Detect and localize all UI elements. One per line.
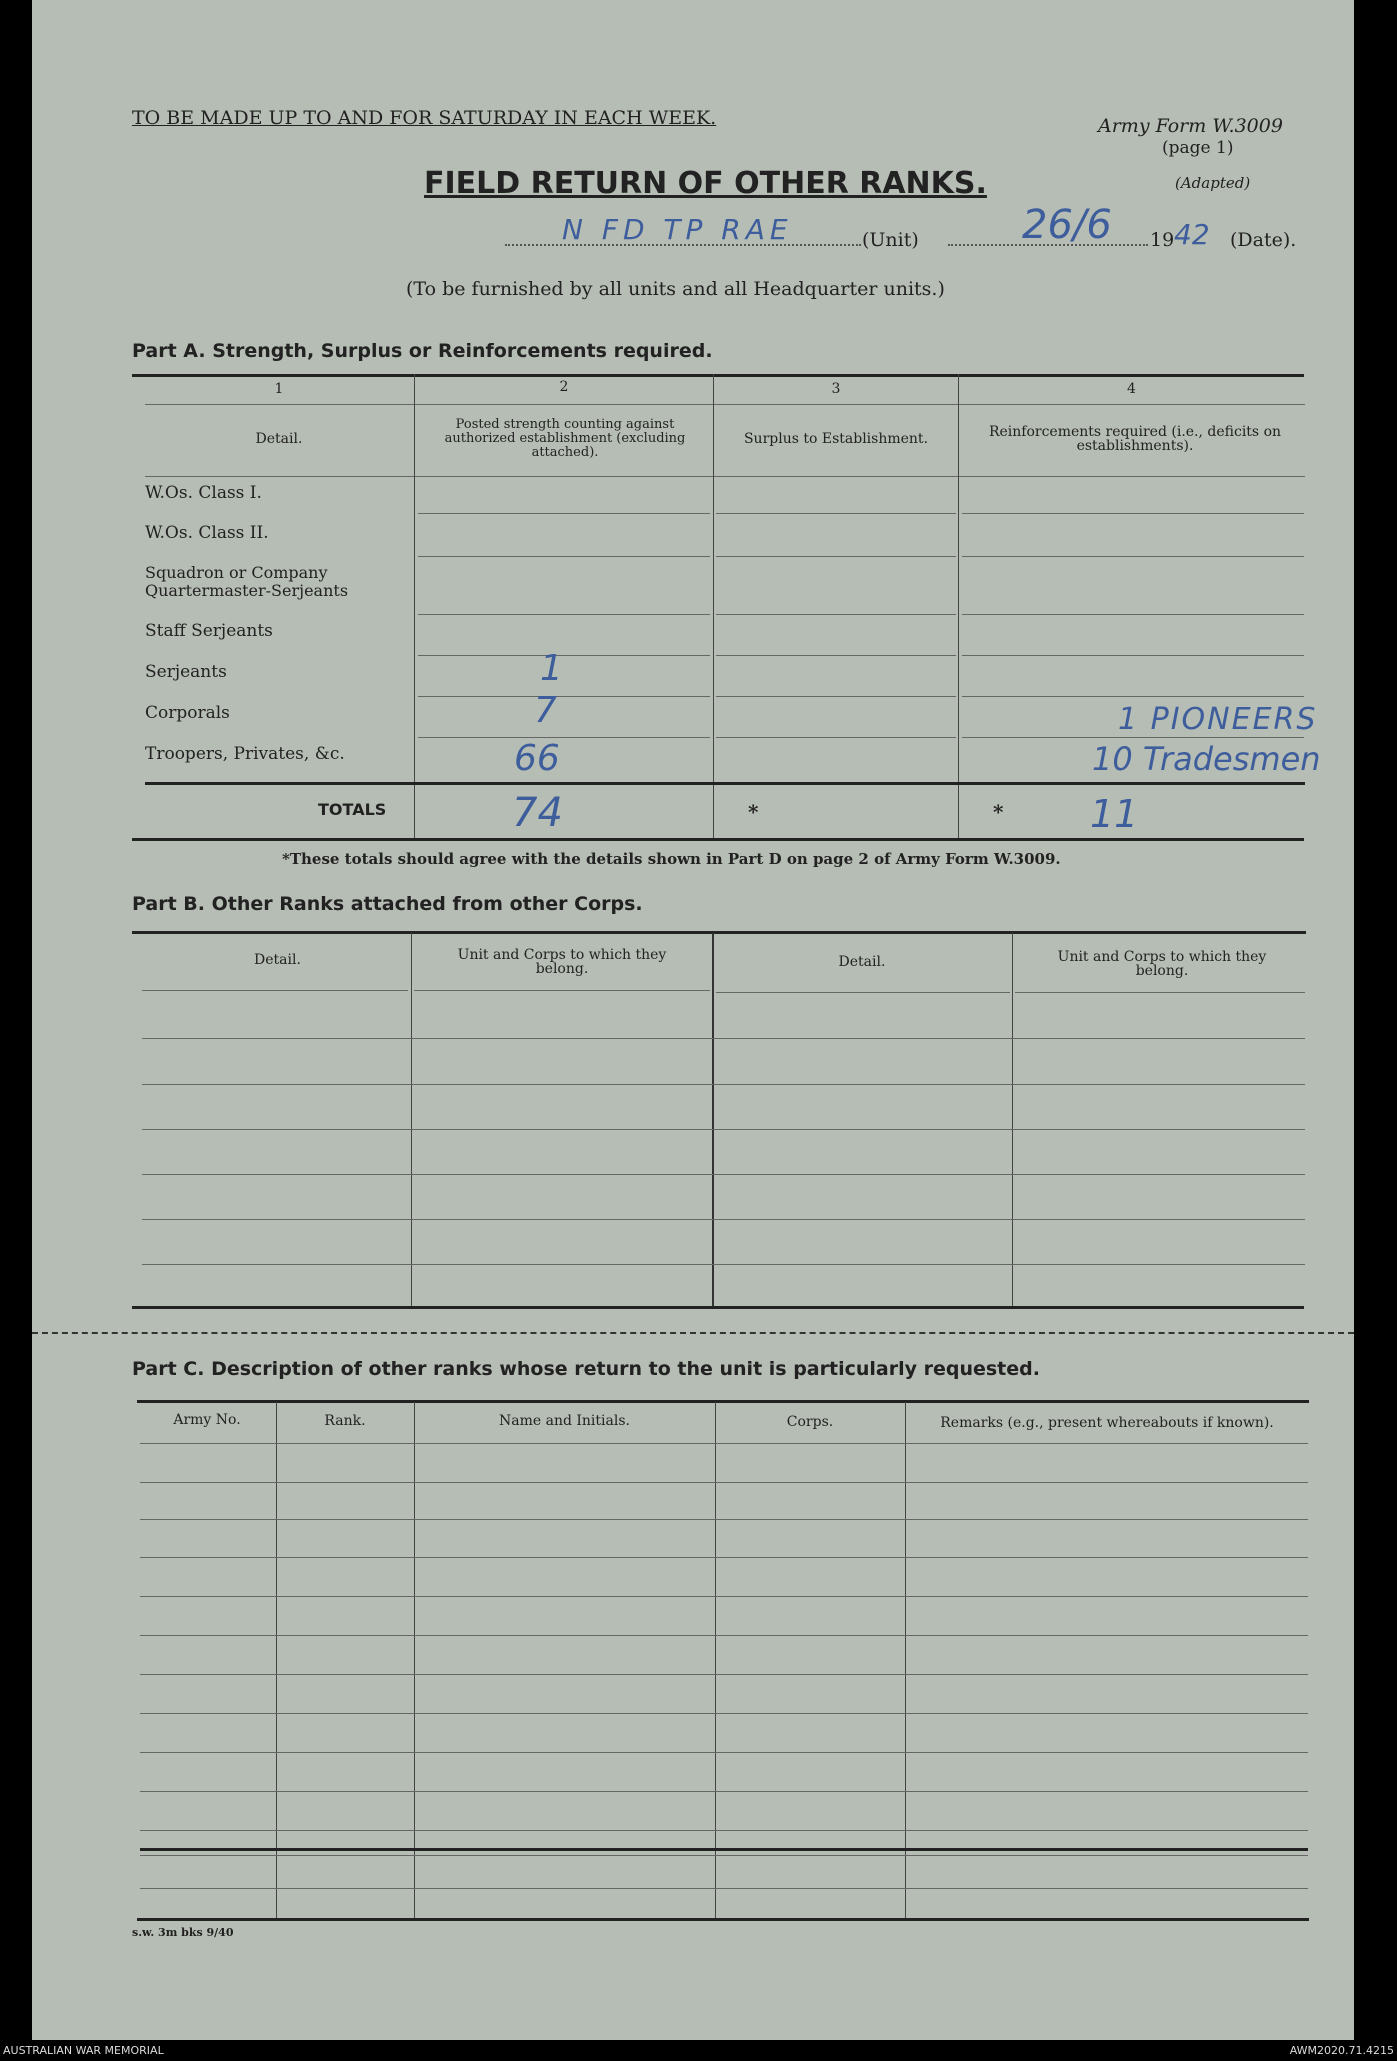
part-c-header-rank: Rank. bbox=[324, 1413, 366, 1429]
part-b-row-rule bbox=[142, 1219, 1305, 1220]
part-b-header-unit-2: Unit and Corps to which they belong. bbox=[1057, 949, 1267, 979]
part-a-footnote: *These totals should agree with the details shown in Part D on page 2 of Army Form W.3009. bbox=[282, 850, 1061, 868]
part-a-row-rule bbox=[418, 513, 710, 514]
part-a-row-rule bbox=[962, 737, 1304, 738]
col-number-3: 3 bbox=[831, 381, 841, 397]
part-a-bottom-rule bbox=[132, 838, 1304, 841]
col-number-4: 4 bbox=[1127, 381, 1136, 397]
part-a-row-rule bbox=[962, 655, 1304, 656]
part-c-header-name: Name and Initials. bbox=[499, 1413, 630, 1429]
part-b-header-rule bbox=[414, 990, 710, 991]
furnished-note: (To be furnished by all units and all Headquarter units.) bbox=[406, 278, 945, 300]
col-number-2: 2 bbox=[559, 379, 569, 395]
col-header-reinforcements: Reinforcements required (i.e., deficits on establishments). bbox=[988, 424, 1282, 454]
part-a-row-rule bbox=[716, 737, 956, 738]
part-c-divider-2 bbox=[414, 1402, 415, 1918]
part-b-divider-3 bbox=[1012, 933, 1013, 1307]
part-a-header-rule bbox=[145, 476, 1305, 477]
part-a-row-rule bbox=[418, 614, 710, 615]
row-label-corporals: Corporals bbox=[145, 703, 230, 723]
part-b-row-rule bbox=[142, 1264, 1305, 1265]
part-b-top-rule bbox=[132, 931, 1306, 934]
adapted-note: (Adapted) bbox=[1175, 174, 1251, 192]
part-a-divider-3 bbox=[958, 374, 959, 838]
part-c-header-remarks: Remarks (e.g., present whereabouts if known). bbox=[940, 1415, 1274, 1431]
total-reinf: 11 bbox=[1090, 792, 1139, 836]
part-c-row-rule bbox=[140, 1674, 1308, 1675]
part-a-divider-1 bbox=[414, 374, 415, 838]
part-c-row-rule bbox=[140, 1596, 1308, 1597]
part-c-row-rule bbox=[140, 1888, 1308, 1889]
part-b-header-rule bbox=[142, 990, 408, 991]
part-c-row-rule bbox=[140, 1791, 1308, 1792]
date-value: 26/6 bbox=[1022, 202, 1112, 248]
part-a-row-rule bbox=[716, 614, 956, 615]
part-b-header-rule bbox=[716, 992, 1010, 993]
total-posted: 74 bbox=[512, 790, 563, 836]
totals-label: TOTALS bbox=[318, 800, 387, 819]
reinf-corporals: 1 PIONEERS bbox=[1118, 702, 1318, 737]
row-label-serjeants: Serjeants bbox=[145, 662, 227, 682]
part-b-divider-1 bbox=[411, 933, 412, 1307]
part-c-divider-4 bbox=[905, 1402, 906, 1918]
row-label-staff-serjeants: Staff Serjeants bbox=[145, 621, 273, 641]
unit-label: (Unit) bbox=[862, 229, 919, 251]
posted-serjeants: 1 bbox=[540, 648, 563, 689]
part-c-row-rule bbox=[140, 1482, 1308, 1483]
part-a-row-rule bbox=[418, 556, 710, 557]
part-a-row-rule bbox=[418, 737, 710, 738]
part-a-row-rule bbox=[962, 556, 1304, 557]
instruction-line: TO BE MADE UP TO AND FOR SATURDAY IN EACH WEEK. bbox=[132, 107, 717, 129]
row-label-wo-class-2: W.Os. Class II. bbox=[145, 523, 269, 543]
unit-value: N FD TP RAE bbox=[562, 213, 793, 246]
part-c-bottom-rule bbox=[137, 1918, 1309, 1921]
total-surplus-mark: * bbox=[748, 800, 759, 824]
footer-bar bbox=[0, 2040, 1397, 2061]
part-a-row-rule bbox=[418, 696, 710, 697]
part-b-row-rule bbox=[142, 1038, 1305, 1039]
part-a-row-rule bbox=[716, 655, 956, 656]
tear-off-line bbox=[32, 1332, 1354, 1334]
part-a-row-rule bbox=[962, 614, 1304, 615]
form-sheet bbox=[32, 0, 1354, 2040]
part-a-title: Part A. Strength, Surplus or Reinforcements required. bbox=[132, 340, 713, 362]
col-header-posted: Posted strength counting against authorized establishment (excluding attached). bbox=[444, 417, 686, 460]
part-a-row-rule bbox=[716, 696, 956, 697]
form-title: FIELD RETURN OF OTHER RANKS. bbox=[424, 166, 987, 201]
col-header-detail: Detail. bbox=[255, 431, 303, 447]
part-a-row-rule bbox=[418, 655, 710, 656]
part-c-row-rule bbox=[140, 1713, 1308, 1714]
page-number: (page 1) bbox=[1162, 138, 1234, 158]
part-c-divider-3 bbox=[715, 1402, 716, 1918]
posted-corporals: 7 bbox=[534, 690, 557, 731]
row-label-troopers: Troopers, Privates, &c. bbox=[145, 744, 345, 764]
part-c-header-corps: Corps. bbox=[786, 1414, 834, 1430]
part-b-row-rule bbox=[142, 1174, 1305, 1175]
part-c-row-rule bbox=[140, 1635, 1308, 1636]
part-b-row-rule bbox=[142, 1084, 1305, 1085]
form-number: Army Form W.3009 bbox=[1098, 115, 1283, 137]
part-c-row-rule bbox=[140, 1519, 1308, 1520]
part-a-row-rule bbox=[716, 556, 956, 557]
part-b-divider-2 bbox=[712, 933, 714, 1307]
part-c-row-rule bbox=[140, 1830, 1308, 1831]
part-a-row-rule bbox=[962, 513, 1304, 514]
part-c-top-rule bbox=[137, 1400, 1309, 1403]
total-reinf-mark: * bbox=[993, 800, 1004, 824]
year-prefix: 19 bbox=[1150, 229, 1175, 251]
part-a-row-rule bbox=[962, 696, 1304, 697]
col-header-surplus: Surplus to Establishment. bbox=[743, 431, 929, 447]
part-c-header-rule bbox=[140, 1443, 1308, 1444]
part-b-header-unit-1: Unit and Corps to which they belong. bbox=[457, 947, 667, 977]
part-c-row-rule bbox=[140, 1557, 1308, 1558]
row-label-wo-class-1: W.Os. Class I. bbox=[145, 483, 262, 503]
footer-right: AWM2020.71.4215 bbox=[1289, 2044, 1394, 2057]
print-code: s.w. 3m bks 9/40 bbox=[132, 1926, 234, 1939]
part-b-header-detail-2: Detail. bbox=[838, 954, 886, 970]
year-suffix: 42 bbox=[1174, 218, 1210, 251]
part-c-double-rule bbox=[140, 1848, 1308, 1851]
date-label: (Date). bbox=[1230, 229, 1297, 251]
part-a-number-rule bbox=[145, 404, 1305, 405]
col-number-1: 1 bbox=[274, 381, 284, 397]
part-b-header-detail-1: Detail. bbox=[254, 952, 301, 968]
part-b-row-rule bbox=[142, 1129, 1305, 1130]
part-c-double-rule bbox=[140, 1855, 1308, 1856]
footer-left: AUSTRALIAN WAR MEMORIAL bbox=[3, 2044, 164, 2057]
part-c-title: Part C. Description of other ranks whose return to the unit is particularly requested. bbox=[132, 1358, 1040, 1380]
part-b-title: Part B. Other Ranks attached from other Corps. bbox=[132, 893, 643, 915]
reinf-troopers: 10 Tradesmen bbox=[1092, 740, 1321, 778]
part-c-divider-1 bbox=[276, 1402, 277, 1918]
part-c-header-army-no: Army No. bbox=[173, 1412, 241, 1428]
part-c-row-rule bbox=[140, 1752, 1308, 1753]
part-a-top-rule bbox=[132, 374, 1304, 377]
part-b-header-rule bbox=[1015, 992, 1305, 993]
part-a-totals-rule bbox=[145, 782, 1305, 785]
part-a-row-rule bbox=[716, 513, 956, 514]
part-b-bottom-rule bbox=[132, 1306, 1304, 1309]
posted-troopers: 66 bbox=[514, 738, 560, 779]
row-label-cqms: Squadron or Company Quartermaster-Serjeants bbox=[145, 563, 349, 600]
